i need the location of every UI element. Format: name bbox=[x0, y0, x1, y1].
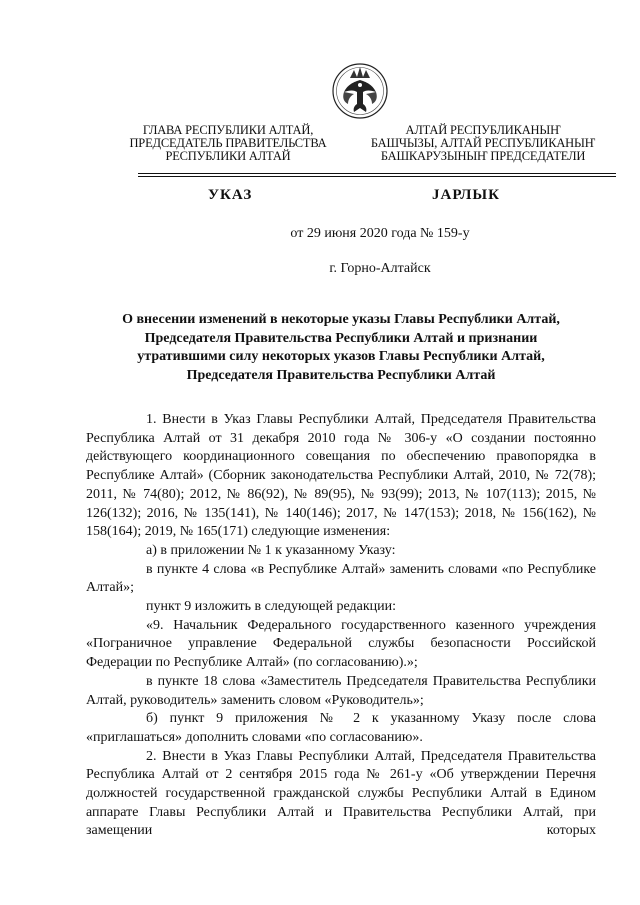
paragraph: в пункте 4 слова «в Республике Алтай» заменить словами «по Республике Алтай»; bbox=[86, 561, 596, 596]
header-right-line: БАШКАРУЗЫНЫҤ ПРЕДСЕДАТЕЛИ bbox=[380, 149, 586, 163]
document-type-russian: УКАЗ bbox=[208, 187, 253, 203]
paragraph: пункт 9 изложить в следующей редакции: bbox=[146, 599, 396, 615]
header-right-line: БАШЧЫЗЫ, АЛТАЙ РЕСПУБЛИКАНЫҤ bbox=[370, 136, 596, 150]
header-right-line: АЛТАЙ РЕСПУБЛИКАНЫҤ bbox=[405, 123, 561, 137]
document-type-altai: ЈАРЛЫК bbox=[432, 187, 501, 203]
header-left-line: РЕСПУБЛИКИ АЛТАЙ bbox=[165, 149, 291, 163]
issuer-title-russian bbox=[108, 124, 348, 163]
header-divider-thin bbox=[138, 176, 616, 177]
heading-line: О внесении изменений в некоторые указы Главы Республики Алтай, bbox=[122, 312, 560, 327]
paragraph: а) в приложении № 1 к указанному Указу: bbox=[146, 542, 396, 558]
document-date: от 29 июня 2020 года № 159-у bbox=[290, 226, 470, 241]
paragraph: «9. Начальник Федерального государственного казенного учреждения «Пограничное управление Федеральной службы безопасности Российской Федерации по Республике Алтай» (по согласованию).»; bbox=[86, 617, 596, 671]
issuer-title-altai bbox=[358, 124, 608, 163]
paragraph: в пункте 18 слова «Заместитель Председателя Правительства Республики Алтай, руководитель» заменить словом «Руководитель»; bbox=[86, 673, 596, 708]
header-left-line: ГЛАВА РЕСПУБЛИКИ АЛТАЙ, bbox=[142, 123, 314, 137]
header-divider-thick bbox=[138, 173, 616, 174]
heading-line: Председателя Правительства Республики Алтай и признании bbox=[144, 330, 538, 346]
header-left-line: ПРЕДСЕДАТЕЛЬ ПРАВИТЕЛЬСТВА bbox=[129, 136, 327, 150]
heading-line: утратившими силу некоторых указов Главы Республики Алтай, bbox=[137, 349, 545, 364]
heading-line: Председателя Правительства Республики Алтай bbox=[186, 367, 496, 383]
document-heading bbox=[86, 311, 596, 385]
paragraph: 1. Внести в Указ Главы Республики Алтай, Председателя Правительства Республика Алтай от 31 декабря 2010 года № 306-у «О создании постоянно действующего координационного совещания по обеспечению правопорядка в Республике Алтай» (Сборник законодательства Республики Алтай, 2010, № 72(78); 2011, № 74(80); 2012, № 86(92), № 89(95), № 93(99); 2013, № 107(113); 2015, № 126(132); 2016, № 135(141), № 140(146); 2017, № 147(153); 2018, № 156(162), № 158(164); 2019, № 165(171) следующие изменения: bbox=[86, 412, 596, 540]
document-body bbox=[86, 411, 596, 841]
paragraph: б) пункт 9 приложения № 2 к указанному Указу после слова «приглашаться» дополнить словами «по согласованию». bbox=[86, 711, 596, 745]
paragraph: 2. Внести в Указ Главы Республики Алтай, Председателя Правительства Республика Алтай от 2 сентября 2015 года № 261-у «Об утверждении Перечня должностей государственной гражданской службы Республики Алтай в Едином аппарате Главы Республики Алтай и Правительства Республики Алтай, при замещении которых bbox=[86, 748, 596, 839]
coat-of-arms-icon bbox=[330, 58, 390, 124]
document-city: г. Горно-Алтайск bbox=[329, 261, 431, 276]
